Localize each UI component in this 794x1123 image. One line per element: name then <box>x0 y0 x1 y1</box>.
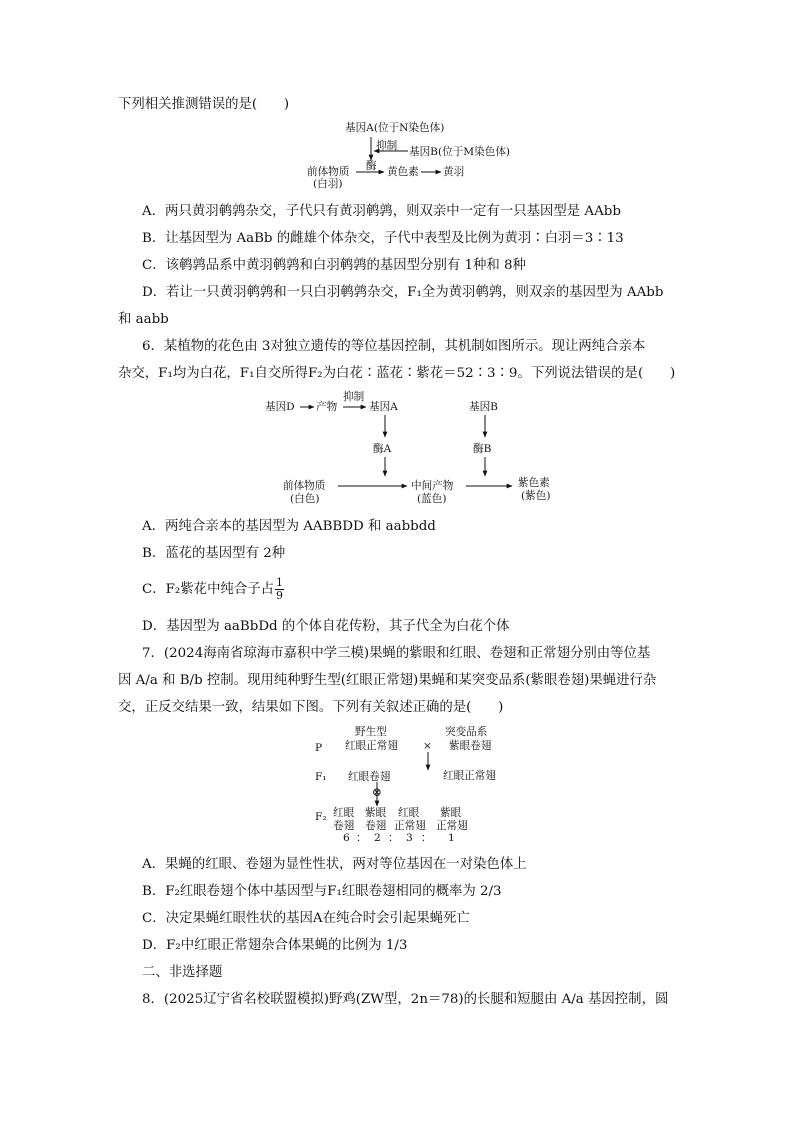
q7-f1-label: F₁ <box>315 771 327 783</box>
q6-option-d: D．基因型为 aaBbDd 的个体自花传粉，其子代全为白花个体 <box>142 619 510 634</box>
q7-ratio-sep2: ： <box>388 832 399 844</box>
q5-precursor: 前体物质 <box>307 166 350 178</box>
q7-f2-c4a: 紫眼 <box>440 807 462 819</box>
q7-f1-right: 红眼正常翅 <box>443 770 496 782</box>
q7-option-c: C．决定果蝇红眼性状的基因A在纯合时会引起果蝇死亡 <box>142 911 470 926</box>
q6-purple-pigment: 紫色素 <box>518 477 550 489</box>
q7-f2-c2a: 紫眼 <box>365 807 387 819</box>
q5-yellow-pigment: 黄色素 <box>387 166 419 178</box>
q5-inhibit-label: 抑制 <box>376 140 398 152</box>
q6-gene-a: 基因A <box>369 401 398 413</box>
q7-f2-c3a: 红眼 <box>398 807 420 819</box>
q7-ratio-sep3: ： <box>421 832 432 844</box>
q7-f2-c3b: 正常翅 <box>394 820 426 832</box>
q6-product: 产物 <box>316 401 338 413</box>
q7-ratio-2: 2 <box>374 832 381 844</box>
q5-option-d: D．若让一只黄羽鹌鹑和一只白羽鹌鹑杂交，F₁全为黄羽鹌鹑，则双亲的基因型为 AAbb <box>142 285 664 300</box>
q5-option-c: C．该鹌鹑品系中黄羽鹌鹑和白羽鹌鹑的基因型分别有 1种和 8种 <box>142 258 526 273</box>
q6-inhibit-label: 抑制 <box>343 391 365 403</box>
q7-f2-c2b: 卷翅 <box>365 820 387 832</box>
q5-enzyme: 酶 <box>366 160 377 172</box>
q7-stem-line1: 7．(2024海南省琼海市嘉积中学三模)果蝇的紫眼和红眼、卷翅和正常翅分别由等位基 <box>142 646 651 661</box>
q5-option-b: B．让基因型为 AaBb 的雌雄个体杂交，子代中表型及比例为黄羽∶白羽＝3∶13 <box>142 231 624 246</box>
q6-option-a: A．两纯合亲本的基因型为 AABBDD 和 aabbdd <box>142 519 436 534</box>
q6-gene-d: 基因D <box>265 401 295 413</box>
q6-precursor: 前体物质 <box>283 480 326 492</box>
q5-gene-a: 基因A(位于N染色体) <box>345 122 445 134</box>
q5-stem: 下列相关推测错误的是( ) <box>118 97 290 112</box>
q7-cross-symbol: × <box>423 740 432 752</box>
q7-ratio-sep1: ： <box>356 832 367 844</box>
q5-precursor-color: (白羽) <box>313 178 343 190</box>
q6-enzyme-a: 酶A <box>373 443 392 455</box>
q6-intermediate-color: (蓝色) <box>417 493 447 505</box>
q7-f2-c1a: 红眼 <box>333 807 355 819</box>
q7-selfing-symbol: ⊗ <box>372 785 383 799</box>
q7-f2-label: F₂ <box>315 811 327 823</box>
q7-ratio-3: 3 <box>406 832 413 844</box>
section-heading: 二、非选择题 <box>142 965 223 980</box>
q7-stem-line2: 因 A/a 和 B/b 控制。现用纯种野生型(红眼正常翅)果蝇和某突变品系(紫眼卷翅)果蝇进行杂 <box>118 673 657 688</box>
q7-option-b: B．F₂红眼卷翅个体中基因型与F₁红眼卷翅相同的概率为 2/3 <box>142 884 502 899</box>
q6-gene-b: 基因B <box>469 401 498 413</box>
q6-purple-color: (紫色) <box>521 490 551 502</box>
q7-p-wild-pheno: 红眼正常翅 <box>345 740 398 752</box>
q5-gene-b: 基因B(位于M染色体) <box>409 146 511 158</box>
q7-p-wild: 野生型 <box>355 726 387 738</box>
q7-p-label: P <box>315 742 323 754</box>
q6-option-b: B．蓝花的基因型有 2种 <box>142 546 286 561</box>
q7-option-a: A．果蝇的红眼、卷翅为显性性状，两对等位基因在一对染色体上 <box>142 857 527 872</box>
q5-option-d-cont: 和 aabb <box>118 312 169 327</box>
fraction-numerator: 1 <box>276 576 284 589</box>
q6-intermediate: 中间产物 <box>411 480 454 492</box>
q6-option-c-text: C．F₂紫花中纯合子占 <box>142 582 275 597</box>
fraction-denominator: 9 <box>276 589 284 602</box>
q6-stem-line1: 6．某植物的花色由 3对独立遗传的等位基因控制，其机制如图所示。现让两纯合亲本 <box>142 339 646 354</box>
q7-f2-c1b: 卷翅 <box>333 820 355 832</box>
q5-yellow-feather: 黄羽 <box>443 166 465 178</box>
q7-ratio-6: 6 <box>343 832 350 844</box>
q7-p-mutant: 突变品系 <box>445 726 488 738</box>
q7-option-d: D．F₂中红眼正常翅杂合体果蝇的比例为 1/3 <box>142 938 408 953</box>
q6-precursor-color: (白色) <box>290 493 320 505</box>
q7-stem-line3: 交，正反交结果一致，结果如下图。下列有关叙述正确的是( ) <box>118 700 504 715</box>
q5-option-a: A．两只黄羽鹌鹑杂交，子代只有黄羽鹌鹑，则双亲中一定有一只基因型是 AAbb <box>142 204 621 219</box>
q7-f1-left: 红眼卷翅 <box>348 771 391 783</box>
q7-f2-c4b: 正常翅 <box>436 820 468 832</box>
q7-ratio-1: 1 <box>448 832 455 844</box>
q6-enzyme-b: 酶B <box>473 443 492 455</box>
q8-stem-line1: 8．(2025辽宁省名校联盟模拟)野鸡(ZW型，2n＝78)的长腿和短腿由 A/a 基因控制，圆 <box>142 992 669 1007</box>
q7-p-mutant-pheno: 紫眼卷翅 <box>449 740 492 752</box>
q6-stem-line2: 杂交，F₁均为白花，F₁自交所得F₂为白花∶蓝花∶紫花＝52∶3∶9。下列说法错误的是( ) <box>118 366 676 381</box>
